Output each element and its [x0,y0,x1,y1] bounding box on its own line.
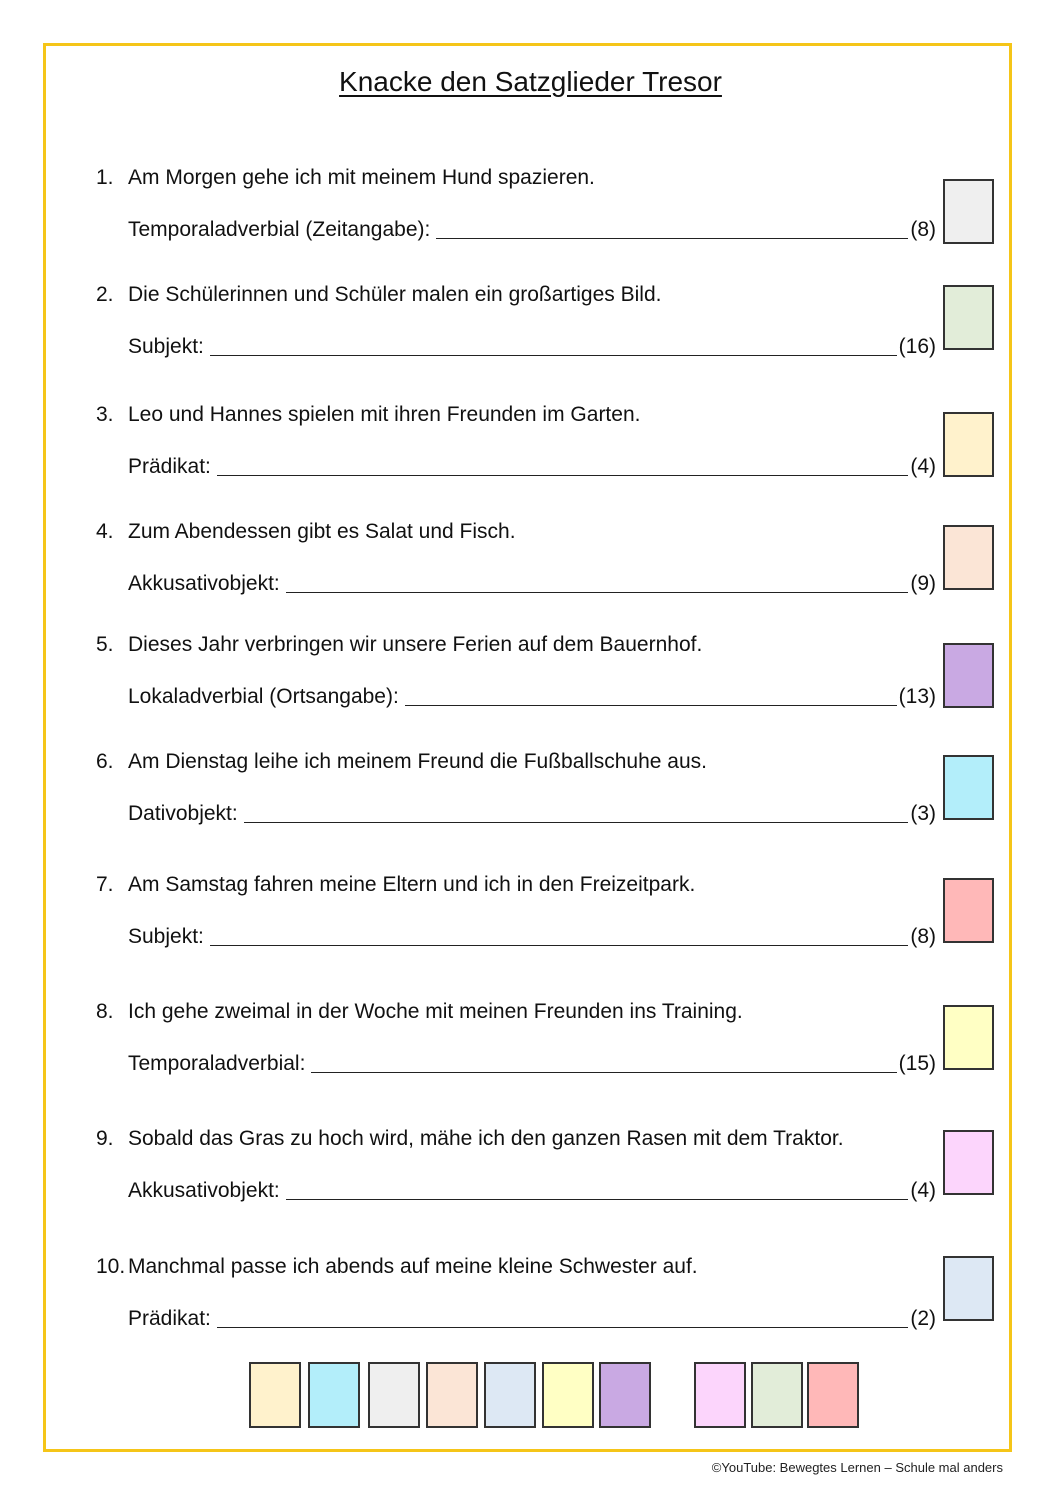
exercise-sentence: Am Dienstag leihe ich meinem Freund die Fußballschuhe aus. [128,750,707,773]
color-code-box [943,179,994,244]
exercise-sentence: Leo und Hannes spielen mit ihren Freunden im Garten. [128,403,641,426]
answer-label: Temporaladverbial (Zeitangabe): [128,218,431,241]
answer-label: Akkusativobjekt: [128,572,280,595]
exercise-number: 5. [96,633,114,656]
exercise-number: 7. [96,873,114,896]
answer-line[interactable] [217,455,908,476]
answer-line[interactable] [286,1179,909,1200]
code-number: (3) [910,802,936,825]
combination-box[interactable] [484,1362,536,1428]
exercise-number: 8. [96,1000,114,1023]
answer-row [128,1052,936,1076]
exercise-sentence: Manchmal passe ich abends auf meine kleine Schwester auf. [128,1255,698,1278]
exercise-number: 4. [96,520,114,543]
code-number: (4) [910,1179,936,1202]
exercise-sentence: Die Schülerinnen und Schüler malen ein großartiges Bild. [128,283,662,306]
exercise-number: 2. [96,283,114,306]
answer-line[interactable] [311,1052,896,1073]
page-title: Knacke den Satzglieder Tresor [339,66,722,97]
answer-line[interactable] [286,572,909,593]
color-code-box [943,525,994,590]
exercise-number: 3. [96,403,114,426]
answer-label: Prädikat: [128,455,211,478]
answer-line[interactable] [436,218,908,239]
answer-line[interactable] [210,335,897,356]
answer-label: Temporaladverbial: [128,1052,306,1075]
exercise-number: 1. [96,166,114,189]
copyright-footer: ©YouTube: Bewegtes Lernen – Schule mal anders [711,1460,1003,1475]
answer-line[interactable] [405,685,897,706]
answer-row [128,455,936,479]
answer-row [128,802,936,826]
answer-row [128,572,936,596]
code-number: (4) [910,455,936,478]
code-number: (8) [910,218,936,241]
code-number: (8) [910,925,936,948]
answer-line[interactable] [244,802,909,823]
combination-box[interactable] [599,1362,651,1428]
answer-row [128,925,936,949]
page-frame [43,43,1012,1452]
code-number: (9) [910,572,936,595]
combination-box[interactable] [249,1362,301,1428]
combination-box[interactable] [542,1362,594,1428]
answer-label: Akkusativobjekt: [128,1179,280,1202]
exercise-sentence: Ich gehe zweimal in der Woche mit meinen Freunden ins Training. [128,1000,743,1023]
answer-line[interactable] [210,925,908,946]
answer-label: Subjekt: [128,335,204,358]
answer-label: Dativobjekt: [128,802,238,825]
combination-box[interactable] [368,1362,420,1428]
exercise-sentence: Zum Abendessen gibt es Salat und Fisch. [128,520,516,543]
answer-label: Prädikat: [128,1307,211,1330]
code-number: (15) [898,1052,936,1075]
exercise-number: 9. [96,1127,114,1150]
color-code-box [943,755,994,820]
answer-row [128,1179,936,1203]
answer-row [128,685,936,709]
color-code-box [943,412,994,477]
code-number: (16) [898,335,936,358]
exercise-number: 10. [96,1255,126,1278]
color-code-box [943,1130,994,1195]
color-code-box [943,285,994,350]
color-code-box [943,643,994,708]
exercise-sentence: Dieses Jahr verbringen wir unsere Ferien auf dem Bauernhof. [128,633,703,656]
answer-row [128,1307,936,1331]
code-number: (13) [898,685,936,708]
color-code-box [943,878,994,943]
answer-label: Subjekt: [128,925,204,948]
combination-box[interactable] [751,1362,803,1428]
exercise-sentence: Sobald das Gras zu hoch wird, mähe ich den ganzen Rasen mit dem Traktor. [128,1127,844,1150]
exercise-number: 6. [96,750,114,773]
color-code-box [943,1005,994,1070]
color-code-box [943,1256,994,1321]
answer-line[interactable] [217,1307,908,1328]
combination-box[interactable] [694,1362,746,1428]
combination-box[interactable] [807,1362,859,1428]
answer-row [128,218,936,242]
exercise-sentence: Am Samstag fahren meine Eltern und ich in den Freizeitpark. [128,873,696,896]
code-number: (2) [910,1307,936,1330]
answer-row [128,335,936,359]
exercise-sentence: Am Morgen gehe ich mit meinem Hund spazieren. [128,166,595,189]
answer-label: Lokaladverbial (Ortsangabe): [128,685,399,708]
combination-box[interactable] [426,1362,478,1428]
combination-box[interactable] [308,1362,360,1428]
